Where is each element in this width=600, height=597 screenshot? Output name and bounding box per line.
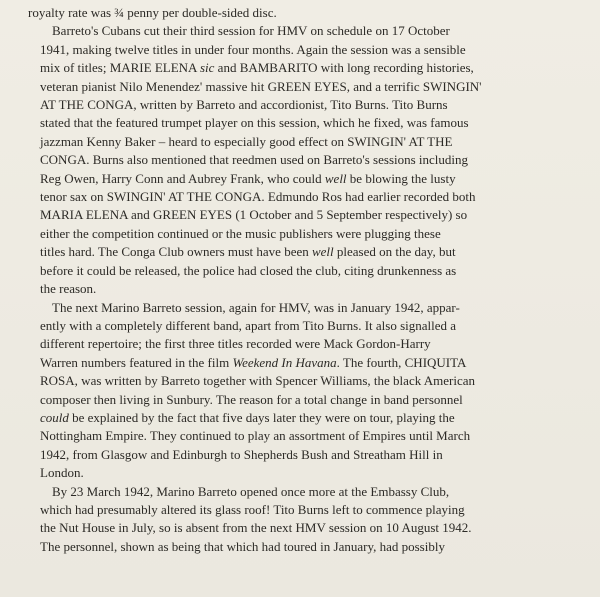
text-line	[28, 299, 584, 317]
text-line	[28, 372, 584, 390]
text-run: the reason.	[40, 281, 97, 297]
text-run: Warren numbers featured in the film	[40, 354, 233, 370]
text-run: ently with a completely different band, apart from Tito Burns. It also signalled a	[40, 317, 457, 333]
text-line	[28, 4, 584, 22]
text-line	[28, 427, 584, 445]
text-run: different repertoire; the first three titles recorded were Mack Gordon-Harry	[40, 336, 431, 352]
text-line	[28, 501, 584, 519]
text-run: The personnel, shown as being that which had toured in January, had possibly	[40, 538, 445, 554]
text-line	[28, 96, 584, 114]
text-run: The next Marino Barreto session, again for HMV, was in January 1942, appar-	[52, 299, 460, 315]
text-run: the Nut House in July, so is absent from the next HMV session on 10 August 1942.	[40, 520, 472, 536]
italic-text: could	[40, 409, 69, 425]
text-line	[28, 262, 584, 280]
paragraph	[28, 299, 584, 483]
text-line	[28, 41, 584, 59]
body-text	[28, 4, 584, 556]
italic-text: sic	[199, 60, 215, 76]
text-line	[28, 243, 584, 261]
text-run: London.	[40, 465, 84, 481]
text-line	[28, 335, 584, 353]
text-line	[28, 170, 584, 188]
text-line	[28, 225, 584, 243]
italic-text: well	[324, 170, 347, 186]
text-run: composer then living in Sunbury. The reason for a total change in band personnel	[40, 391, 463, 407]
text-run: titles hard. The Conga Club owners must have been	[40, 244, 312, 260]
text-line	[28, 59, 584, 77]
text-line	[28, 354, 584, 372]
text-run: and BAMBARITO with long recording histories,	[214, 60, 474, 76]
text-run: before it could be released, the police had closed the club, citing drunkenness as	[40, 262, 457, 278]
paragraph	[28, 4, 584, 22]
text-run: jazzman Kenny Baker – heard to especially good effect on SWINGIN' AT THE	[40, 133, 453, 149]
text-run: AT THE CONGA, written by Barreto and accordionist, Tito Burns. Tito Burns	[40, 97, 448, 113]
text-line	[28, 114, 584, 132]
text-run: 1942, from Glasgow and Edinburgh to Shepherds Bush and Streatham Hill in	[40, 446, 443, 462]
text-run: MARIA ELENA and GREEN EYES (1 October and 5 September respectively) so	[40, 207, 468, 223]
text-line	[28, 464, 584, 482]
text-run: royalty rate was ¾ penny per double-sided disc.	[28, 5, 277, 20]
text-run: ROSA, was written by Barreto together with Spencer Williams, the black American	[40, 373, 475, 389]
text-run: stated that the featured trumpet player on this session, which he fixed, was famous	[40, 115, 469, 131]
text-line	[28, 483, 584, 501]
paragraph	[28, 22, 584, 298]
italic-text: Weekend In Havana	[232, 354, 337, 370]
text-line	[28, 151, 584, 169]
paragraph	[28, 483, 584, 557]
text-run: either the competition continued or the music publishers were plugging these	[40, 225, 441, 241]
text-line	[28, 78, 584, 96]
text-run: pleased on the day, but	[333, 244, 456, 260]
text-line	[28, 206, 584, 224]
text-run: which had presumably altered its glass roof! Tito Burns left to commence playing	[40, 501, 465, 517]
text-run: tenor sax on SWINGIN' AT THE CONGA. Edmundo Ros had earlier recorded both	[40, 189, 476, 205]
text-line	[28, 391, 584, 409]
text-line	[28, 538, 584, 556]
text-line	[28, 409, 584, 427]
text-run: Reg Owen, Harry Conn and Aubrey Frank, who could	[40, 170, 325, 186]
text-line	[28, 133, 584, 151]
text-line	[28, 446, 584, 464]
text-run: be explained by the fact that five days later they were on tour, playing the	[68, 409, 455, 425]
text-run: Nottingham Empire. They continued to play an assortment of Empires until March	[40, 428, 471, 444]
text-run: 1941, making twelve titles in under four months. Again the session was a sensible	[40, 41, 466, 57]
text-run: veteran pianist Nilo Menendez' massive hit GREEN EYES, and a terrific SWINGIN'	[40, 78, 482, 94]
italic-text: well	[311, 244, 334, 260]
text-run: By 23 March 1942, Marino Barreto opened once more at the Embassy Club,	[52, 483, 450, 499]
text-line	[28, 280, 584, 298]
text-run: mix of titles; MARIE ELENA	[40, 60, 200, 76]
text-line	[28, 188, 584, 206]
text-line	[28, 317, 584, 335]
text-line	[28, 519, 584, 537]
text-run: Barreto's Cubans cut their third session for HMV on schedule on 17 October	[52, 23, 450, 39]
text-run: be blowing the lusty	[346, 170, 456, 186]
text-run: CONGA. Burns also mentioned that reedmen used on Barreto's sessions including	[40, 152, 469, 168]
text-line	[28, 22, 584, 40]
text-run: . The fourth, CHIQUITA	[336, 354, 467, 370]
